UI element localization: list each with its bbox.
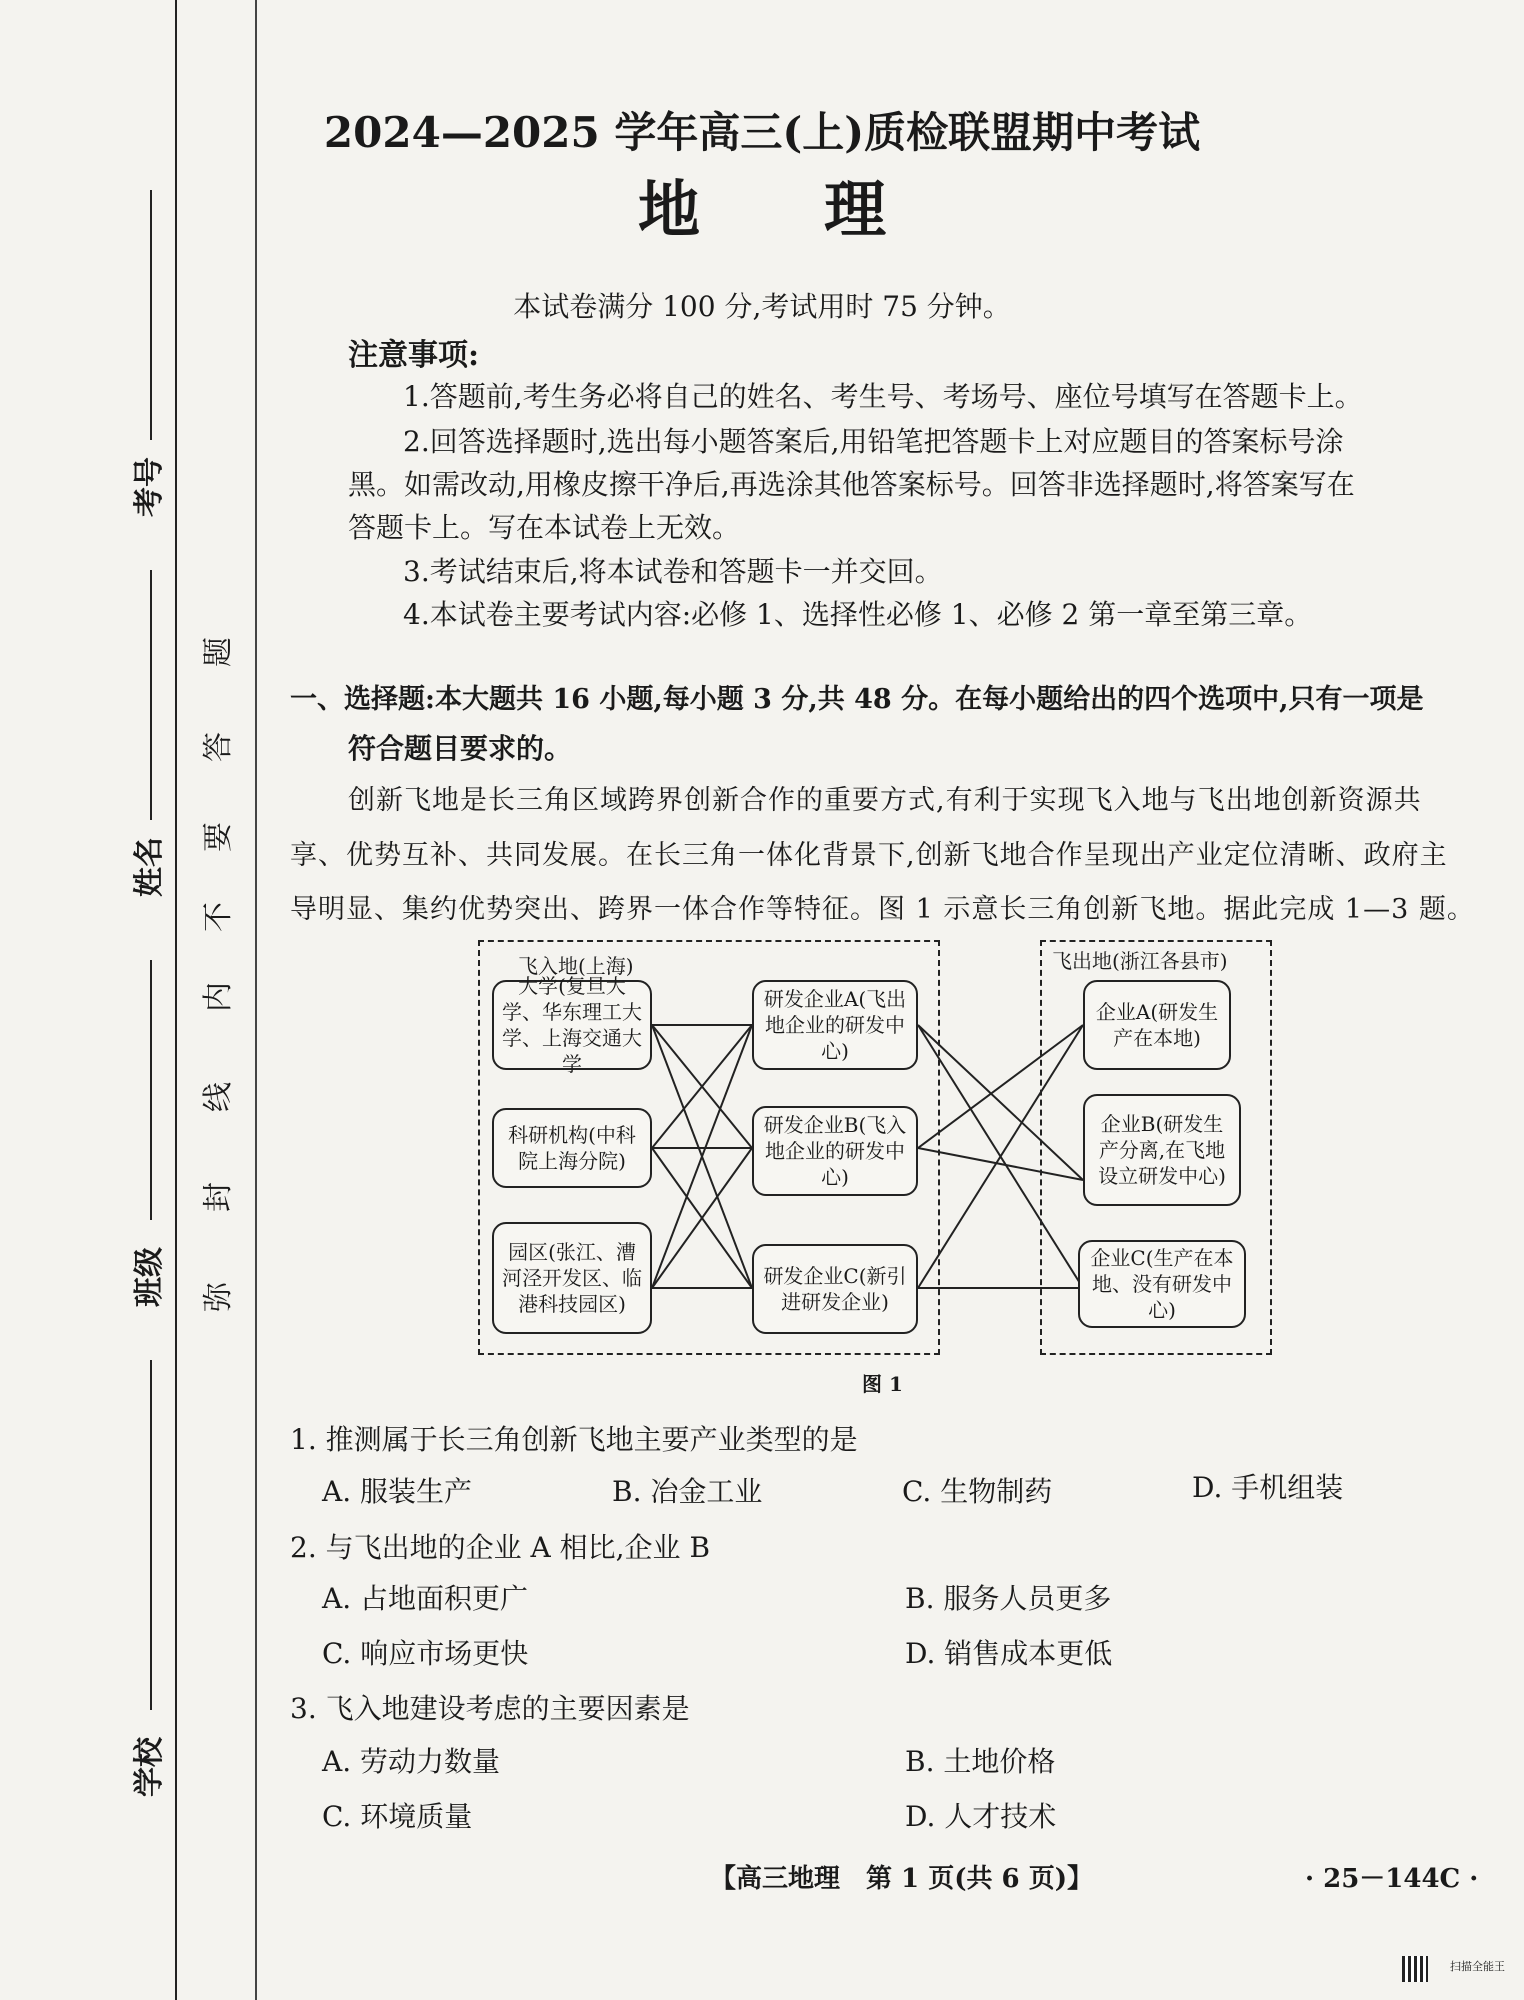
- field-school: 学校: [132, 1737, 167, 1797]
- question-2: 2. 与飞出地的企业 A 相比,企业 B: [290, 1531, 711, 1564]
- box-research-institute: 科研机构(中科院上海分院): [492, 1108, 652, 1188]
- field-exam-number: 考号: [132, 457, 167, 517]
- fly-out-label: 飞出地(浙江各县市): [1052, 949, 1228, 973]
- seal-char: 要: [201, 822, 236, 852]
- box-rd-company-c: 研发企业C(新引进研发企业): [752, 1244, 918, 1334]
- q2-option-a[interactable]: A. 占地面积更广: [322, 1582, 529, 1615]
- q3-option-a[interactable]: A. 劳动力数量: [322, 1745, 501, 1778]
- q2-option-b[interactable]: B. 服务人员更多: [905, 1582, 1112, 1615]
- q1-option-b[interactable]: B. 冶金工业: [612, 1475, 763, 1508]
- q3-option-c[interactable]: C. 环境质量: [322, 1800, 473, 1833]
- q2-option-d[interactable]: D. 销售成本更低: [905, 1637, 1113, 1670]
- seal-char: 题: [201, 637, 236, 667]
- box-rd-company-b: 研发企业B(飞入地企业的研发中心): [752, 1106, 918, 1196]
- passage-line: 创新飞地是长三角区域跨界创新合作的重要方式,有利于实现飞入地与飞出地创新资源共: [348, 785, 1422, 816]
- scanner-qr-icon: [1402, 1956, 1428, 1982]
- seal-char: 内: [201, 982, 236, 1012]
- q3-option-d[interactable]: D. 人才技术: [905, 1800, 1057, 1833]
- seal-char: 不: [201, 902, 236, 932]
- q1-option-a[interactable]: A. 服装生产: [322, 1475, 473, 1508]
- box-company-c: 企业C(生产在本地、没有研发中心): [1078, 1240, 1246, 1328]
- passage-line: 导明显、集约优势突出、跨界一体合作等特征。图 1 示意长三角创新飞地。据此完成 1—3 题。: [290, 894, 1475, 925]
- q1-option-c[interactable]: C. 生物制药: [902, 1475, 1053, 1508]
- seal-char: 弥: [201, 1282, 236, 1312]
- notice-item: 1.答题前,考生务必将自己的姓名、考生号、考场号、座位号填写在答题卡上。: [403, 380, 1363, 413]
- section-heading-2: 符合题目要求的。: [348, 732, 573, 765]
- subject-title: 地 理: [637, 173, 886, 246]
- field-class: 班级: [132, 1247, 167, 1307]
- notice-item: 答题卡上。写在本试卷上无效。: [348, 511, 741, 544]
- exam-info: 本试卷满分 100 分,考试用时 75 分钟。: [513, 290, 1011, 323]
- exam-title: 2024—2025 学年高三(上)质检联盟期中考试: [323, 108, 1201, 157]
- notice-heading: 注意事项:: [348, 338, 480, 373]
- q1-option-d[interactable]: D. 手机组装: [1192, 1471, 1344, 1504]
- passage-line: 享、优势互补、共同发展。在长三角一体化背景下,创新飞地合作呈现出产业定位清晰、政府主: [290, 840, 1448, 871]
- notice-item: 黑。如需改动,用橡皮擦干净后,再选涂其他答案标号。回答非选择题时,将答案写在: [348, 468, 1355, 501]
- section-heading: 一、选择题:本大题共 16 小题,每小题 3 分,共 48 分。在每小题给出的四个选项中,只有一项是: [290, 684, 1424, 715]
- question-1: 1. 推测属于长三角创新飞地主要产业类型的是: [290, 1423, 858, 1456]
- box-company-b: 企业B(研发生产分离,在飞地设立研发中心): [1083, 1094, 1241, 1206]
- box-parks: 园区(张江、漕河泾开发区、临港科技园区): [492, 1222, 652, 1334]
- box-company-a: 企业A(研发生产在本地): [1083, 980, 1231, 1070]
- notice-item: 2.回答选择题时,选出每小题答案后,用铅笔把答题卡上对应题目的答案标号涂: [403, 425, 1344, 458]
- q2-option-c[interactable]: C. 响应市场更快: [322, 1637, 529, 1670]
- field-name: 姓名: [132, 837, 167, 897]
- figure-caption: 图 1: [862, 1372, 903, 1396]
- paper-code: · 25－144C ·: [1305, 1864, 1479, 1894]
- fly-in-label: 飞入地(上海): [518, 954, 634, 978]
- page-footer: 【高三地理 第 1 页(共 6 页)】: [710, 1864, 1093, 1894]
- notice-item: 4.本试卷主要考试内容:必修 1、选择性必修 1、必修 2 第一章至第三章。: [403, 598, 1313, 631]
- question-3: 3. 飞入地建设考虑的主要因素是: [290, 1692, 690, 1725]
- seal-char: 线: [201, 1082, 236, 1112]
- box-rd-company-a: 研发企业A(飞出地企业的研发中心): [752, 980, 918, 1070]
- box-universities: 大学(复旦大学、华东理工大学、上海交通大学: [492, 980, 652, 1070]
- seal-char: 答: [201, 732, 236, 762]
- seal-char: 封: [201, 1182, 236, 1212]
- notice-item: 3.考试结束后,将本试卷和答题卡一并交回。: [403, 555, 943, 588]
- scanner-watermark: 扫描全能王: [1450, 1960, 1505, 1973]
- q3-option-b[interactable]: B. 土地价格: [905, 1745, 1056, 1778]
